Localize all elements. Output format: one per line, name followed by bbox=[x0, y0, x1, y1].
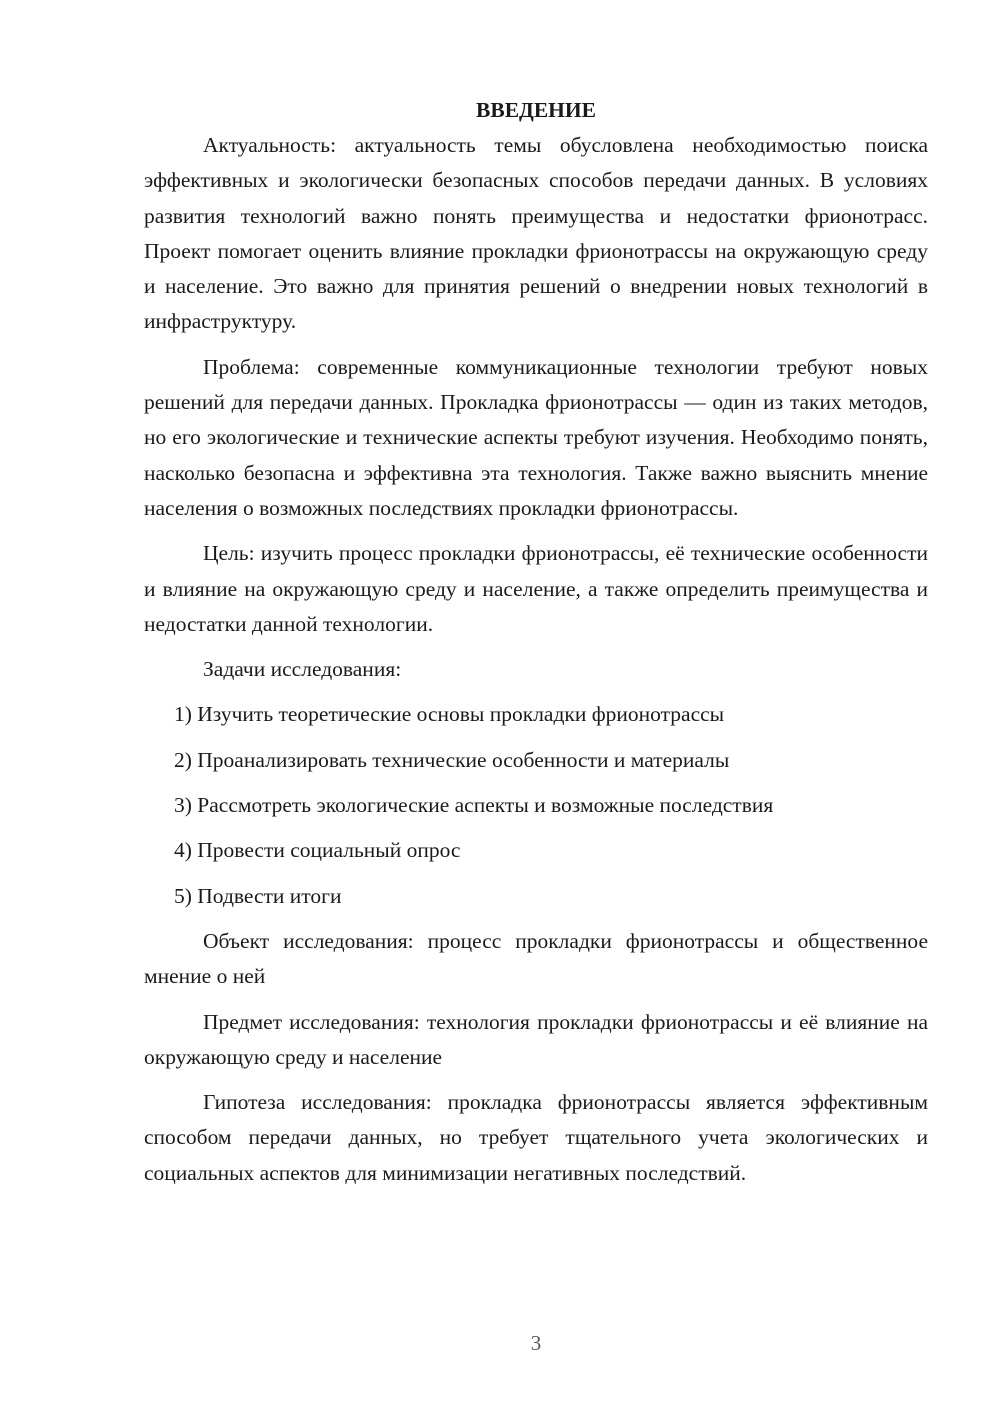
list-item: 5) Подвести итоги bbox=[174, 883, 342, 908]
task-list bbox=[144, 697, 928, 913]
paragraph-object: Объект исследования: процесс прокладки фрионотрассы и общественное мнение о ней bbox=[144, 928, 928, 989]
page-title: ВВЕДЕНИЕ bbox=[476, 98, 596, 122]
list-item: 4) Провести социальный опрос bbox=[174, 838, 461, 863]
paragraph-relevance: Актуальность: актуальность темы обусловлена необходимостью поиска эффективных и экологически безопасных способов передачи данных. В условиях развития технологий важно понять преимущества и недостатки фрионотрасс. Проект помогает оценить влияние прокладки фрионотрассы на окружающую среду и население. Это важно для принятия решений о внедрении новых технологий в инфраструктуру. bbox=[144, 133, 928, 334]
list-item: 3) Рассмотреть экологические аспекты и возможные последствия bbox=[174, 793, 774, 818]
paragraph-tasks-heading: Задачи исследования: bbox=[203, 657, 402, 682]
paragraph-problem: Проблема: современные коммуникационные технологии требуют новых решений для передачи данных. Прокладка фрионотрассы — один из таких методов, но его экологические и технические аспекты требуют изучения. Необходимо понять, насколько безопасна и эффективна эта технология. Также важно выяснить мнение населения о возможных последствиях прокладки фрионотрассы. bbox=[144, 354, 928, 520]
paragraph-hypothesis: Гипотеза исследования: прокладка фрионотрассы является эффективным способом передачи данных, но требует тщательного учета экологических и социальных аспектов для минимизации негативных последствий. bbox=[144, 1090, 928, 1185]
list-item: 2) Проанализировать технические особенности и материалы bbox=[174, 747, 730, 772]
paragraph-goal: Цель: изучить процесс прокладки фрионотрассы, её технические особенности и влияние на окружающую среду и население, а также определить преимущества и недостатки данной технологии. bbox=[144, 541, 928, 636]
list-item: 1) Изучить теоретические основы прокладки фрионотрассы bbox=[174, 702, 725, 727]
paragraph-subject: Предмет исследования: технология прокладки фрионотрассы и её влияние на окружающую среду и население bbox=[144, 1009, 928, 1069]
document-page bbox=[144, 92, 928, 1191]
page-number: 3 bbox=[530, 1331, 542, 1355]
